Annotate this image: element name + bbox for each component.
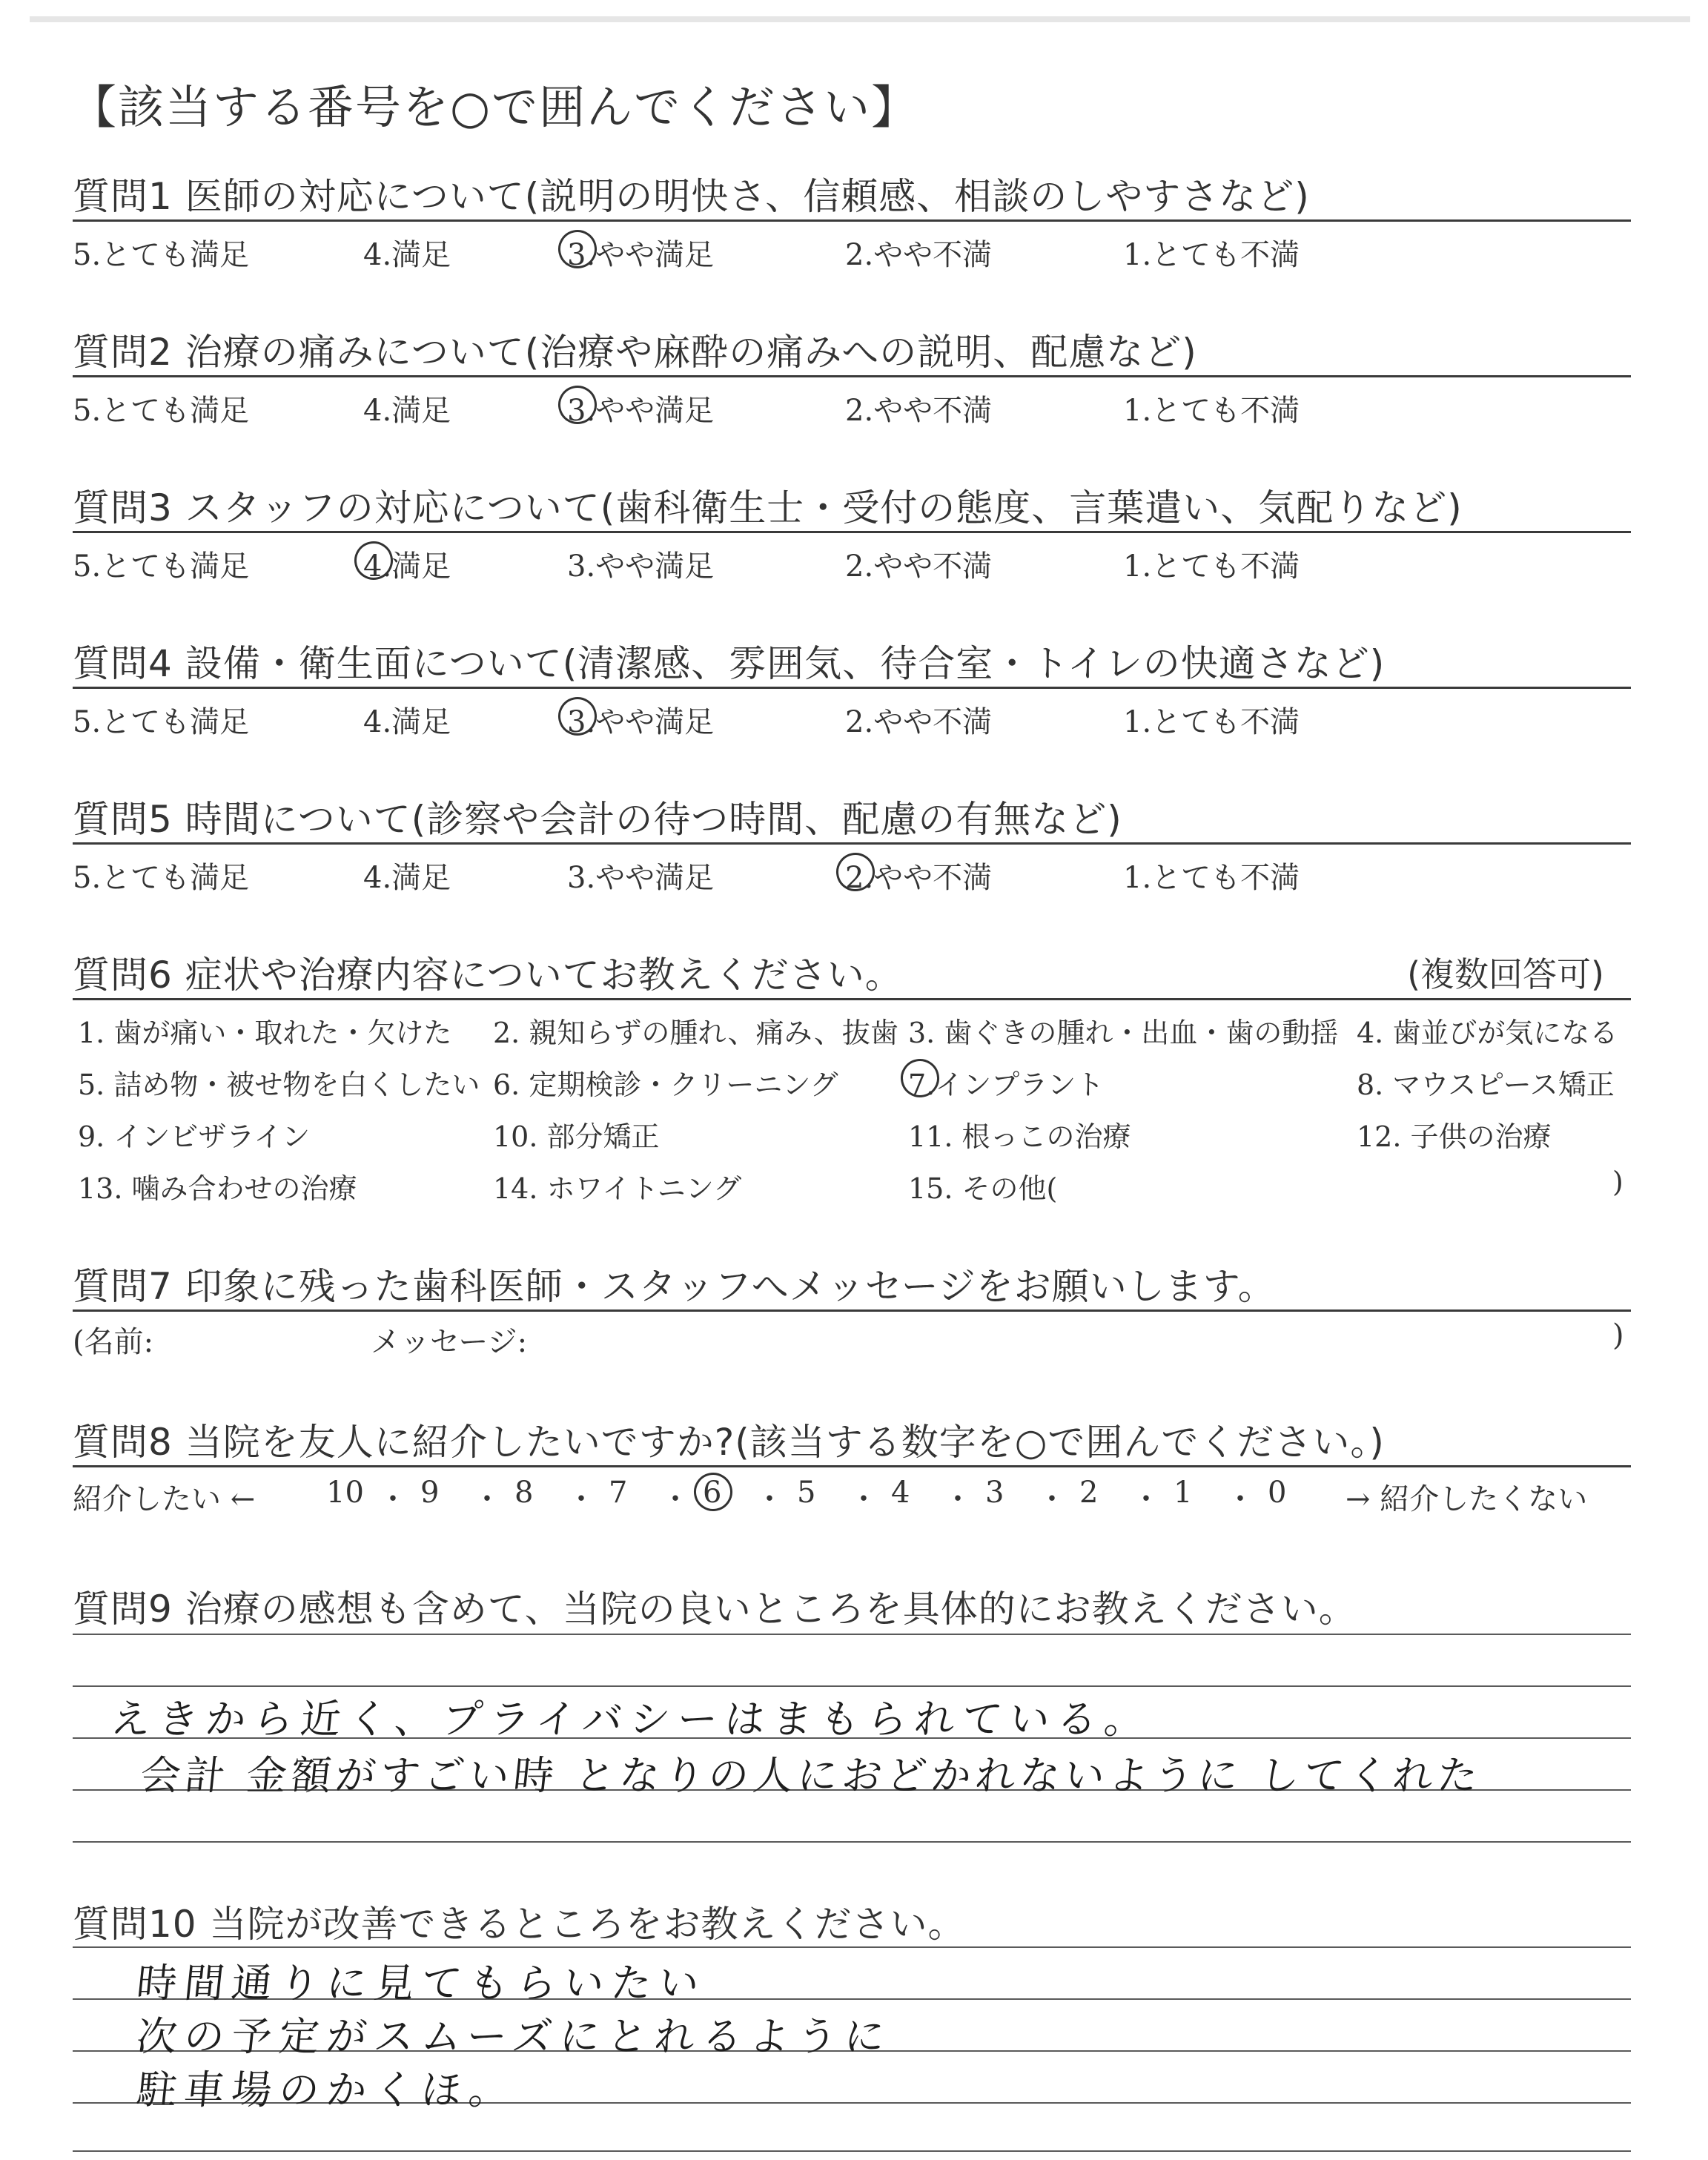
q10-answer-line: 時間通りに見てもらいたい [134,1960,709,2007]
q8-separator-dot: ・ [1037,1482,1067,1516]
q8-number-10[interactable]: 10 [326,1476,364,1510]
q4-option-2[interactable]: 2.やや不満 [845,705,993,739]
q8-number-5[interactable]: 5 [797,1476,816,1510]
q5-option-2[interactable]: 2.やや不満 [845,861,993,895]
q4-heading: 質問4 設備・衛生面について(清潔感、雰囲気、待合室・トイレの快適さなど) [73,642,1386,685]
q8-rule [73,1465,1631,1467]
q1-heading: 質問1 医師の対応について(説明の明快さ、信頼感、相談のしやすさなど) [73,175,1310,218]
q4-option-3[interactable]: 3.やや満足 [567,705,715,739]
q7-message-label: メッセージ: [371,1325,528,1359]
q9-answer-line: 会計 金額がすごい時 となりの人におどかれないように してくれた [138,1752,1485,1799]
q9-heading: 質問9 治療の感想も含めて、当院の良いところを具体的にお教えください。 [73,1588,1357,1631]
q6-multiple-note: (複数回答可) [1407,954,1604,994]
q6-option-15[interactable]: 15. その他( [908,1172,1058,1205]
q8-separator-dot: ・ [1225,1482,1255,1516]
q3-option-3[interactable]: 3.やや満足 [567,549,715,584]
q6-option-9[interactable]: 9. インビザライン [78,1120,311,1153]
q8-number-0[interactable]: 0 [1268,1476,1287,1510]
q7-rule [73,1309,1631,1312]
q8-separator-dot: ・ [849,1482,878,1516]
q2-option-5[interactable]: 5.とても満足 [73,394,250,428]
q5-option-4[interactable]: 4.満足 [363,861,451,895]
q4-option-1[interactable]: 1.とても不満 [1123,705,1300,739]
q5-option-5[interactable]: 5.とても満足 [73,861,250,895]
q6-other-close-paren: ) [1612,1166,1623,1198]
q8-number-3[interactable]: 3 [985,1476,1004,1510]
q2-heading: 質問2 治療の痛みについて(治療や麻酔の痛みへの説明、配慮など) [73,331,1197,374]
q6-rule [73,998,1631,1000]
q9-writing-line [73,1685,1631,1687]
q8-separator-dot: ・ [943,1482,973,1516]
q8-selected-circle [690,1469,736,1515]
q2-option-3[interactable]: 3.やや満足 [567,394,715,428]
q8-right-label: → 紹介したくない [1345,1482,1588,1516]
q4-option-4[interactable]: 4.満足 [363,705,451,739]
q6-option-10[interactable]: 10. 部分矯正 [493,1120,660,1153]
q10-answer-line: 駐車場のかくほ。 [134,2067,519,2113]
q2-option-4[interactable]: 4.満足 [363,394,451,428]
q6-option-12[interactable]: 12. 子供の治療 [1357,1120,1552,1153]
q8-number-9[interactable]: 9 [420,1476,440,1510]
q6-option-6[interactable]: 6. 定期検診・クリーニング [493,1069,838,1101]
q8-separator-dot: ・ [378,1482,408,1516]
q7-name-label: (名前: [73,1325,154,1359]
q1-option-2[interactable]: 2.やや不満 [845,238,993,272]
q10-writing-line [73,1946,1631,1948]
q3-option-1[interactable]: 1.とても不満 [1123,549,1300,584]
q2-option-2[interactable]: 2.やや不満 [845,394,993,428]
q8-number-7[interactable]: 7 [609,1476,628,1510]
q8-number-4[interactable]: 4 [891,1476,910,1510]
q8-number-6[interactable]: 6 [703,1476,722,1510]
q6-option-14[interactable]: 14. ホワイトニング [493,1172,742,1205]
q8-number-1[interactable]: 1 [1174,1476,1193,1510]
q8-separator-dot: ・ [755,1482,784,1516]
q2-option-1[interactable]: 1.とても不満 [1123,394,1300,428]
q8-left-label: 紹介したい ← [73,1482,256,1516]
q3-rule [73,531,1631,533]
q1-rule [73,219,1631,222]
scan-edge [30,16,1690,22]
q8-heading: 質問8 当院を友人に紹介したいですか?(該当する数字を○で囲んでください。) [73,1421,1385,1464]
q3-option-2[interactable]: 2.やや不満 [845,549,993,584]
q9-writing-line [73,1841,1631,1843]
q5-option-3[interactable]: 3.やや満足 [567,861,715,895]
q8-separator-dot: ・ [661,1482,690,1516]
q1-option-1[interactable]: 1.とても不満 [1123,238,1300,272]
q3-option-5[interactable]: 5.とても満足 [73,549,250,584]
q6-option-2[interactable]: 2. 親知らずの腫れ、痛み、抜歯 [493,1017,898,1049]
q4-option-5[interactable]: 5.とても満足 [73,705,250,739]
q10-heading: 質問10 当院が改善できるところをお教えください。 [73,1903,966,1946]
q2-rule [73,375,1631,377]
q5-option-1[interactable]: 1.とても不満 [1123,861,1300,895]
q3-heading: 質問3 スタッフの対応について(歯科衛生士・受付の態度、言葉遣い、気配りなど) [73,486,1463,529]
q1-option-4[interactable]: 4.満足 [363,238,451,272]
q6-option-3[interactable]: 3. 歯ぐきの腫れ・出血・歯の動揺 [908,1017,1339,1049]
q9-writing-line [73,1634,1631,1635]
q8-number-8[interactable]: 8 [514,1476,534,1510]
q6-heading: 質問6 症状や治療内容についてお教えください。 [73,954,903,997]
q10-answer-line: 次の予定がスムーズにとれるように [134,2013,895,2060]
q4-rule [73,687,1631,689]
q10-writing-line [73,2150,1631,2152]
q6-option-1[interactable]: 1. 歯が痛い・取れた・欠けた [78,1017,452,1049]
q5-heading: 質問5 時間について(診察や会計の待つ時間、配慮の有無など) [73,798,1122,841]
q6-option-8[interactable]: 8. マウスピース矯正 [1357,1069,1615,1101]
q1-option-5[interactable]: 5.とても満足 [73,238,250,272]
q6-option-4[interactable]: 4. 歯並びが気になる [1357,1017,1618,1049]
q5-rule [73,842,1631,845]
q3-option-4[interactable]: 4.満足 [363,549,451,584]
q1-option-3[interactable]: 3.やや満足 [567,238,715,272]
q8-separator-dot: ・ [472,1482,502,1516]
q8-separator-dot: ・ [566,1482,596,1516]
q7-close-paren: ) [1612,1318,1624,1353]
q7-heading: 質問7 印象に残った歯科医師・スタッフへメッセージをお願いします。 [73,1265,1276,1308]
q8-number-2[interactable]: 2 [1079,1476,1099,1510]
q8-separator-dot: ・ [1131,1482,1161,1516]
q6-option-7[interactable]: 7.インプラント [908,1069,1105,1101]
page-title: 【該当する番号を○で囲んでください】 [70,80,919,134]
q6-option-11[interactable]: 11. 根っこの治療 [908,1120,1131,1153]
q9-answer-line: えきから近く、プライバシーはまもられている。 [108,1696,1155,1743]
q6-option-13[interactable]: 13. 噛み合わせの治療 [78,1172,357,1205]
q6-option-5[interactable]: 5. 詰め物・被せ物を白くしたい [78,1069,480,1101]
